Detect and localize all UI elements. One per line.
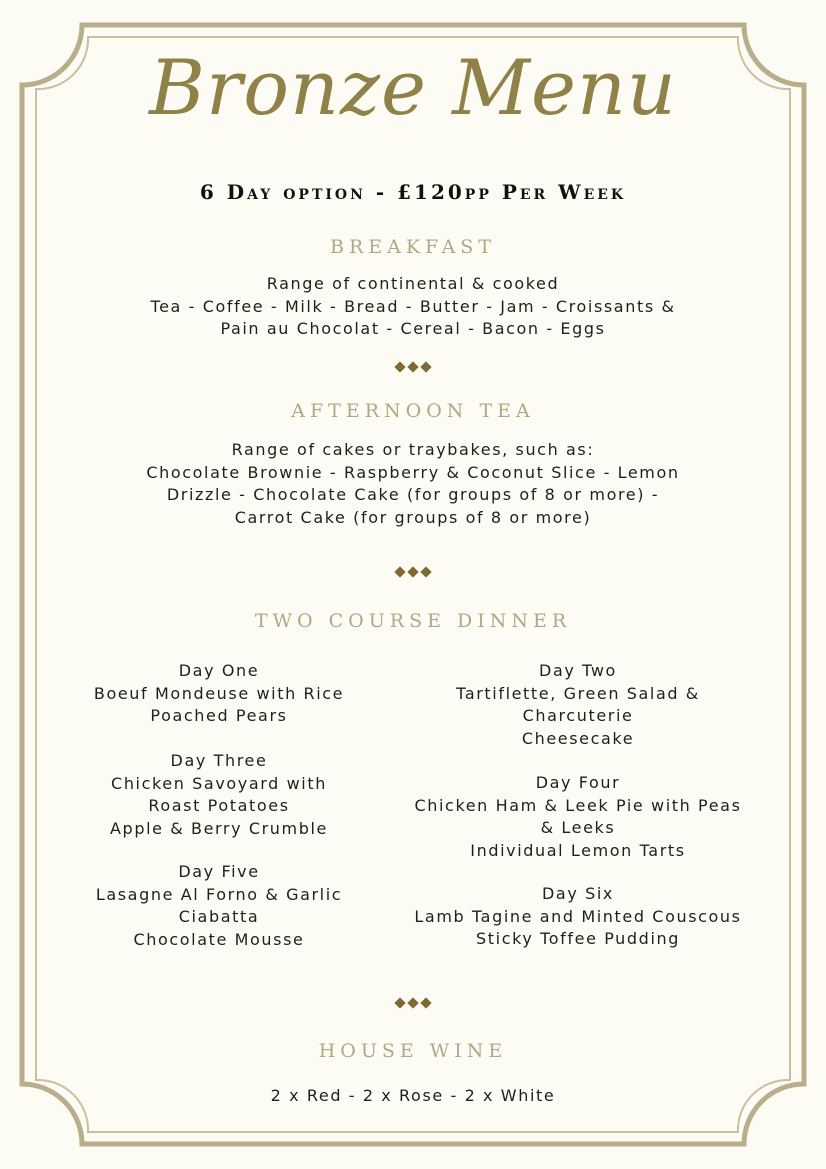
dish-line: Boeuf Mondeuse with Rice xyxy=(93,683,345,703)
house-wine-heading: HOUSE WINE xyxy=(318,1040,508,1062)
day-six-block xyxy=(400,883,756,951)
day-label: Day Six xyxy=(542,884,614,903)
house-wine-text xyxy=(0,1085,826,1108)
dish-line: Chicken Ham & Leek Pie with Peas xyxy=(414,795,742,815)
divider-icon xyxy=(0,565,826,579)
day-two-block xyxy=(400,660,756,750)
diamond-icon xyxy=(420,361,431,372)
dish-line: Chicken Savoyard with xyxy=(111,773,327,793)
dish-line: Sticky Toffee Pudding xyxy=(476,929,680,948)
dish-line: Poached Pears xyxy=(150,706,288,725)
divider-icon xyxy=(0,996,826,1010)
afternoon-tea-description xyxy=(0,439,826,529)
breakfast-line: Tea - Coffee - Milk - Bread - Butter - Jam - Croissants & xyxy=(150,296,676,316)
day-label: Day Two xyxy=(539,661,617,680)
day-label: Day Three xyxy=(170,751,268,770)
dish-line: Chocolate Mousse xyxy=(133,929,305,949)
dish-line: Individual Lemon Tarts xyxy=(470,840,686,860)
dish-line: Lasagne Al Forno & Garlic xyxy=(95,884,343,904)
breakfast-heading: BREAKFAST xyxy=(330,236,496,258)
dish-line: & Leeks xyxy=(540,818,616,837)
house-wine-line: 2 x Red - 2 x Rose - 2 x White xyxy=(270,1086,556,1105)
day-label: Day Five xyxy=(178,862,260,881)
divider-icon xyxy=(0,360,826,374)
dish-line: Apple & Berry Crumble xyxy=(110,818,328,838)
dish-line: Charcuterie xyxy=(522,706,634,725)
day-one-block xyxy=(60,660,378,728)
diamond-icon xyxy=(407,997,418,1008)
breakfast-line: Range of continental & cooked xyxy=(266,274,560,293)
dish-line: Ciabatta xyxy=(178,907,260,926)
dish-line: Roast Potatoes xyxy=(148,796,290,815)
day-label: Day One xyxy=(178,661,260,680)
dish-line: Cheesecake xyxy=(521,728,635,748)
diamond-icon xyxy=(420,566,431,577)
day-five-block xyxy=(60,861,378,951)
day-four-block xyxy=(400,772,756,862)
breakfast-description xyxy=(0,273,826,341)
dish-line: Tartiflette, Green Salad & xyxy=(456,683,700,703)
afternoon-tea-line: Drizzle - Chocolate Cake (for groups of 8 or more) - xyxy=(166,485,660,504)
dish-line: Lamb Tagine and Minted Couscous xyxy=(414,906,742,926)
menu-title: Bronze Menu xyxy=(149,43,677,132)
diamond-icon xyxy=(394,566,405,577)
diamond-icon xyxy=(407,361,418,372)
afternoon-tea-line: Carrot Cake (for groups of 8 or more) xyxy=(234,507,592,527)
diamond-icon xyxy=(407,566,418,577)
menu-subtitle: 6 Day option - £120pp Per Week xyxy=(199,180,627,204)
day-three-block xyxy=(60,750,378,840)
afternoon-tea-line: Range of cakes or traybakes, such as: xyxy=(231,440,595,459)
diamond-icon xyxy=(420,997,431,1008)
day-label: Day Four xyxy=(535,773,621,792)
afternoon-tea-heading: AFTERNOON TEA xyxy=(291,400,535,422)
afternoon-tea-line: Chocolate Brownie - Raspberry & Coconut Slice - Lemon xyxy=(146,462,680,482)
dinner-heading: TWO COURSE DINNER xyxy=(254,610,572,632)
breakfast-line: Pain au Chocolat - Cereal - Bacon - Eggs xyxy=(220,319,606,338)
diamond-icon xyxy=(394,361,405,372)
diamond-icon xyxy=(394,997,405,1008)
